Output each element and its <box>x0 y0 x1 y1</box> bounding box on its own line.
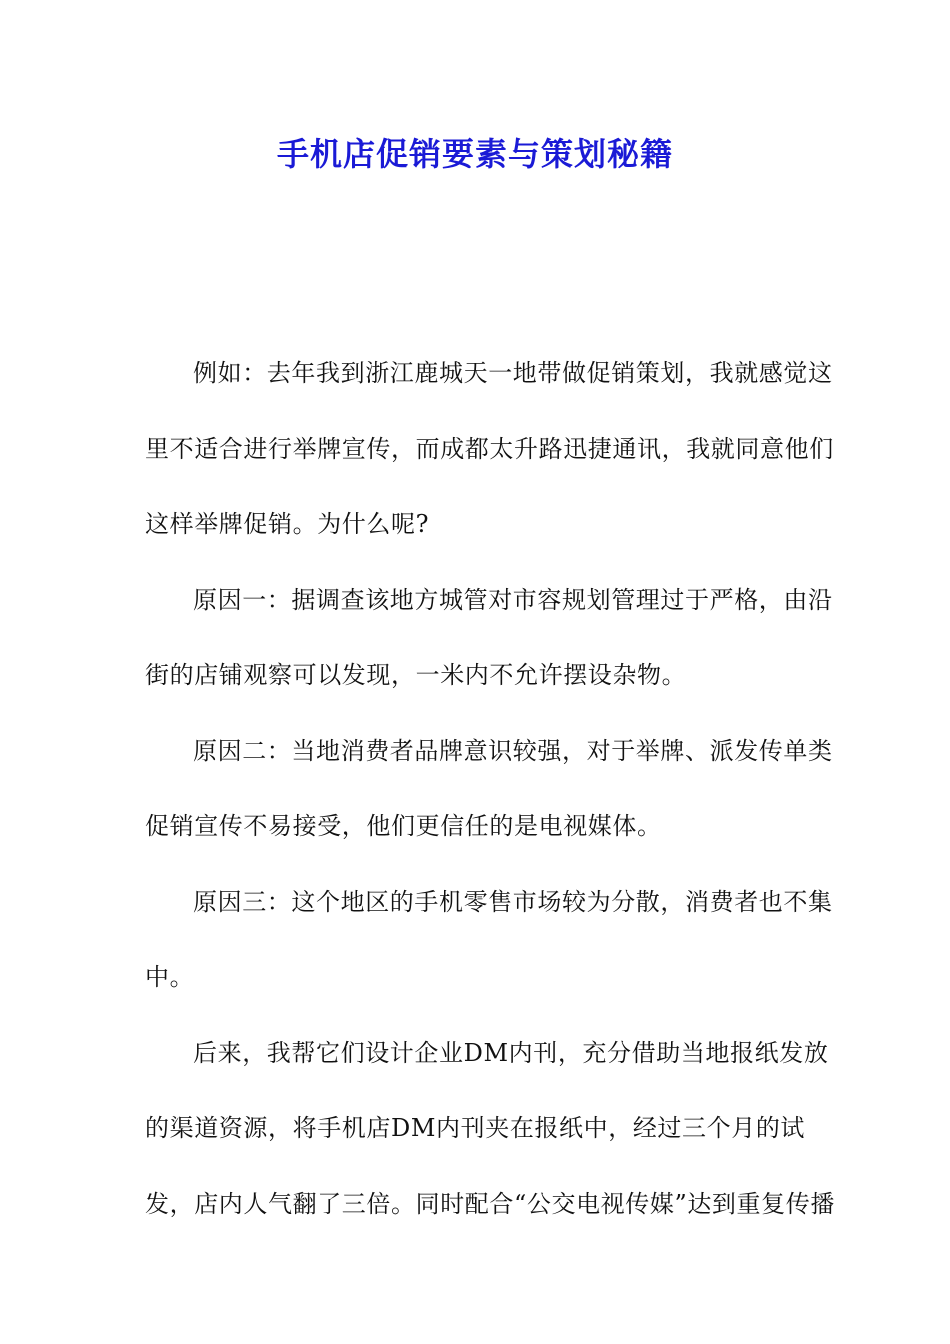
paragraph: 例如：去年我到浙江鹿城天一地带做促销策划，我就感觉这里不适合进行举牌宣传，而成都太升路迅捷通讯，我就同意他们这样举牌促销。为什么呢? <box>145 359 834 538</box>
paragraph: 原因一：据调查该地方城管对市容规划管理过于严格，由沿街的店铺观察可以发现，一米内不允许摆设杂物。 <box>145 585 833 689</box>
paragraph: 后来，我帮它们设计企业DM内刊，充分借助当地报纸发放的渠道资源，将手机店DM内刊夹在报纸中，经过三个月的试发，店内人气翻了三倍。同时配合“公交电视传媒”达到重复传播 <box>145 1038 835 1218</box>
document-body <box>145 336 835 1242</box>
document-title: 手机店促销要素与策划秘籍 <box>276 135 673 173</box>
paragraph: 原因三：这个地区的手机零售市场较为分散，消费者也不集中。 <box>145 887 833 991</box>
paragraph: 原因二：当地消费者品牌意识较强，对于举牌、派发传单类促销宣传不易接受，他们更信任的是电视媒体。 <box>145 736 833 840</box>
